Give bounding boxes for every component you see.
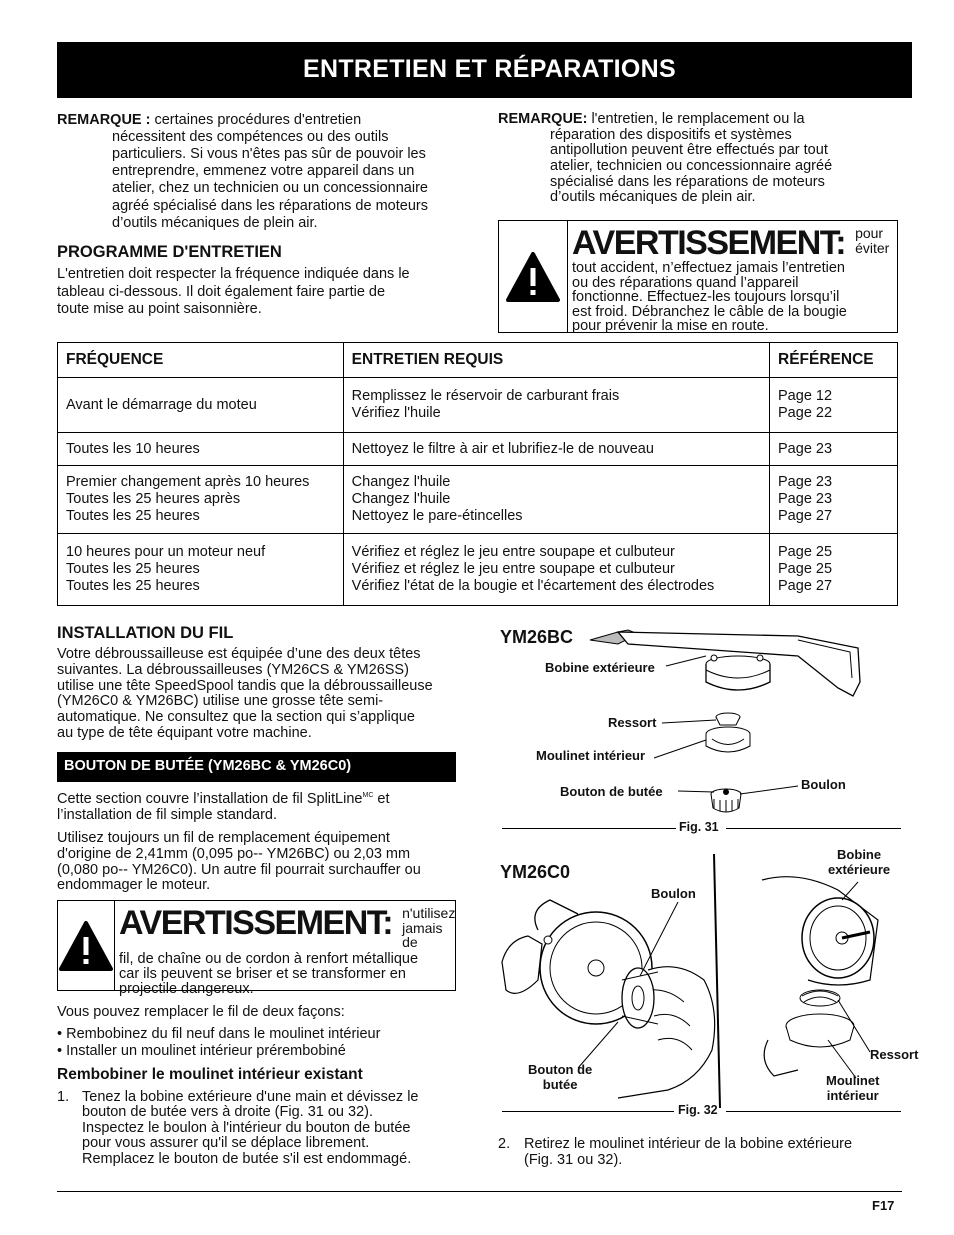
subsection-title: BOUTON DE BUTÉE (YM26BC & YM26C0)	[64, 758, 352, 775]
step-text	[524, 1137, 852, 1168]
caption-rule	[502, 828, 676, 829]
cell-line: Page 27	[778, 577, 833, 594]
para-line: d'origine de 2,41mm (0,095 po-- YM26BC) ou 2,03 mm	[57, 845, 411, 862]
note-line: atelier, chez un technicien ou un concessionnaire	[112, 180, 428, 197]
para-line: endommager le moteur.	[57, 877, 211, 894]
label-spring: Ressort	[608, 715, 657, 730]
step-number: 2.	[498, 1136, 511, 1152]
install-line: suivantes. La débroussailleuses (YM26CS & YM26SS)	[57, 662, 409, 679]
figure-31	[498, 622, 903, 837]
table-row	[58, 534, 898, 606]
table-cell-freq	[58, 378, 344, 433]
note-line: entreprendre, emmenez votre appareil dans un	[112, 163, 415, 180]
figure-caption: Fig. 31	[679, 820, 719, 834]
cell-line: Vérifiez et réglez le jeu entre soupape et culbuteur	[351, 544, 675, 561]
schedule-line: tableau ci-dessous. Il doit également faire partie de	[57, 283, 386, 300]
step-line: (Fig. 31 ou 32).	[524, 1151, 623, 1168]
table-cell-task	[343, 466, 769, 534]
table-row	[58, 466, 898, 534]
footer-rule	[57, 1191, 902, 1192]
warning-icon	[58, 901, 115, 990]
section-banner	[57, 42, 912, 98]
figure-caption: Fig. 32	[678, 1103, 718, 1117]
warning-aside	[402, 906, 455, 950]
note-lines	[498, 128, 903, 206]
cell-line: Page 23	[778, 474, 833, 491]
figure-model-label: YM26C0	[500, 862, 571, 882]
cell-line: Toutes les 25 heures après	[66, 491, 241, 508]
install-line: au type de tête équipant votre machine.	[57, 724, 312, 741]
install-heading: INSTALLATION DU FIL	[57, 624, 234, 642]
para-text: Cette section couvre l’installation de fil SplitLine	[57, 791, 363, 807]
cell-line: Avant le démarrage du moteu	[66, 396, 257, 413]
cell-line: Nettoyez le pare-étincelles	[351, 507, 523, 524]
install-line: (YM26C0 & YM26BC) utilise une grosse tête semi-	[57, 693, 384, 710]
para-block	[57, 831, 462, 894]
step-line: Retirez le moulinet intérieur de la bobine extérieure	[524, 1136, 853, 1152]
table-header: ENTRETIEN REQUIS	[343, 343, 769, 378]
cell-line: Changez l'huile	[351, 474, 451, 491]
cell-line: Nettoyez le filtre à air et lubrifiez-le de nouveau	[351, 440, 654, 457]
label-line: intérieur	[826, 1087, 879, 1103]
trademark: MC	[362, 792, 374, 800]
step-2	[498, 1137, 903, 1168]
note-left	[57, 112, 457, 232]
cell-line: Page 25	[778, 544, 833, 561]
table-cell-ref	[770, 466, 898, 534]
note-line: d’outils mécaniques de plein air.	[550, 189, 756, 206]
warning-line: ou des réparations quand l’appareil	[572, 274, 799, 291]
table-header-row	[58, 343, 898, 378]
page-number: F17	[872, 1198, 895, 1213]
maintenance-table	[57, 342, 898, 606]
warning-box	[57, 900, 456, 997]
caption-rule	[502, 1111, 674, 1112]
note-text: l'entretien, le remplacement ou la	[591, 111, 805, 127]
table-header: FRÉQUENCE	[58, 343, 344, 378]
warning-icon	[499, 221, 568, 332]
bullet-list	[57, 1026, 462, 1060]
install-section	[57, 624, 462, 741]
install-line: Votre débroussailleuse est équipée d’une des deux têtes	[57, 646, 421, 663]
warning-aside	[855, 226, 889, 255]
step-line: Remplacez le bouton de butée s'il est endommagé.	[82, 1150, 412, 1167]
schedule-section	[57, 243, 457, 318]
table-cell-freq	[58, 466, 344, 534]
warning-text	[119, 952, 455, 997]
warning-aside-line: jamais de	[402, 919, 443, 951]
note-line: réparation des dispositifs et systèmes	[550, 126, 792, 143]
cell-line: Premier changement après 10 heures	[66, 474, 310, 491]
note-line: agréé spécialisé dans les réparations de moteurs	[112, 197, 428, 214]
note-right	[498, 112, 903, 206]
step-line: Inspectez le boulon à l'intérieur du bouton de butée	[82, 1119, 411, 1136]
cell-line: Page 22	[778, 405, 833, 421]
install-line: utilise une tête SpeedSpool tandis que la débroussailleuse	[57, 677, 433, 694]
note-line: spécialisé dans les réparations de moteurs	[550, 173, 825, 190]
label-inner-reel	[826, 1074, 879, 1104]
replace-heading: Rembobiner le moulinet intérieur existant	[57, 1066, 363, 1084]
label-line: extérieure	[828, 861, 891, 877]
table-cell-ref	[770, 534, 898, 606]
cell-line: Vérifiez l'état de la bougie et l'écartement des électrodes	[351, 577, 715, 594]
table-row	[58, 378, 898, 433]
warning-aside-line: n'utilisez	[402, 905, 456, 921]
install-text	[57, 647, 462, 741]
step-line: Tenez la bobine extérieure d'une main et dévissez le	[82, 1088, 419, 1105]
label-outer-spool	[828, 848, 890, 878]
cell-line: Remplissez le réservoir de carburant frais	[351, 388, 620, 405]
table-row	[58, 433, 898, 466]
warning-line: fonctionne. Effectuez-les toujours lorsqu’il	[572, 289, 840, 305]
cell-line: Changez l'huile	[351, 491, 451, 508]
step-text	[82, 1090, 418, 1168]
label-bump-knob	[528, 1063, 592, 1093]
table-cell-ref	[770, 433, 898, 466]
bullet-line: • Rembobinez du fil neuf dans le moulinet intérieur	[57, 1026, 381, 1043]
cell-line: Page 23	[778, 440, 833, 457]
bullet-line: • Installer un moulinet intérieur prérembobiné	[57, 1043, 346, 1060]
cell-line: 10 heures pour un moteur neuf	[66, 544, 266, 561]
step-number: 1.	[57, 1088, 70, 1105]
warning-line: tout accident, n’effectuez jamais l’entretien	[572, 260, 845, 276]
step-line: bouton de butée vers à droite (Fig. 31 ou 32).	[82, 1104, 373, 1121]
warning-text	[572, 261, 893, 334]
cell-line: Toutes les 25 heures	[66, 561, 200, 578]
caption-rule	[726, 1111, 901, 1112]
figure-model-label: YM26BC	[500, 627, 574, 647]
para-text: l’installation de fil simple standard.	[57, 806, 278, 823]
warning-triangle-icon	[505, 251, 561, 303]
subsection-bar	[57, 752, 456, 782]
cell-line: Toutes les 25 heures	[66, 507, 200, 524]
table-header: RÉFÉRENCE	[770, 343, 898, 378]
warning-box	[498, 220, 898, 333]
label-bolt: Boulon	[651, 886, 696, 901]
table-cell-ref	[770, 378, 898, 433]
label-bolt: Boulon	[801, 777, 846, 792]
note-line: atelier, technicien ou concessionnaire agréé	[550, 157, 833, 174]
warning-title: AVERTISSEMENT:	[572, 224, 846, 262]
note-line: d’outils mécaniques de plein air.	[112, 214, 318, 231]
step-line: pour vous assurer qu'il se déplace librement.	[82, 1135, 370, 1152]
note-line: particuliers. Si vous n'êtes pas sûr de pouvoir les	[112, 146, 426, 163]
install-line: automatique. Ne consultez que la section qui s’applique	[57, 709, 415, 726]
label-spring: Ressort	[870, 1047, 919, 1062]
warning-line: projectile dangereux.	[119, 980, 254, 997]
label-line: Bouton de	[528, 1062, 593, 1077]
note-label: REMARQUE :	[57, 112, 151, 128]
cell-line: Vérifiez et réglez le jeu entre soupape et culbuteur	[351, 561, 675, 578]
note-line: antipollution peuvent être effectués par tout	[550, 142, 828, 159]
label-bump-knob: Bouton de butée	[560, 784, 663, 799]
cell-line: Page 23	[778, 491, 833, 508]
schedule-heading: PROGRAMME D'ENTRETIEN	[57, 243, 282, 261]
cell-line: Page 12	[778, 388, 833, 405]
warning-aside-line: pour	[855, 225, 884, 241]
label-line: butée	[542, 1076, 578, 1092]
label-inner-reel: Moulinet intérieur	[536, 748, 646, 763]
warning-triangle-icon	[58, 920, 114, 972]
table-cell-task	[343, 378, 769, 433]
schedule-text	[57, 266, 457, 317]
warning-title: AVERTISSEMENT:	[119, 904, 393, 942]
table-cell-freq	[58, 534, 344, 606]
para-text: et	[373, 791, 390, 807]
cell-line: Vérifiez l'huile	[351, 405, 441, 421]
table-cell-task	[343, 433, 769, 466]
note-text: certaines procédures d'entretien	[154, 112, 362, 128]
schedule-line: toute mise au point saisonnière.	[57, 300, 262, 317]
warning-line: fil, de chaîne ou de cordon à renfort métallique	[119, 951, 419, 968]
table-cell-task	[343, 534, 769, 606]
table-cell-freq	[58, 433, 344, 466]
caption-rule	[726, 828, 901, 829]
section-title: ENTRETIEN ET RÉPARATIONS	[303, 55, 676, 84]
schedule-line: L'entretien doit respecter la fréquence indiquée dans le	[57, 266, 410, 283]
warning-line: pour prévenir la mise en route.	[572, 318, 769, 334]
note-line: nécessitent des compétences ou des outils	[112, 129, 389, 146]
replace-section	[57, 1004, 462, 1167]
cell-line: Page 27	[778, 507, 833, 524]
para-line: Utilisez toujours un fil de remplacement équipement	[57, 830, 390, 847]
label-line: Moulinet	[826, 1073, 880, 1088]
cell-line: Page 25	[778, 561, 833, 578]
label-outer-spool: Bobine extérieure	[545, 660, 655, 675]
note-label: REMARQUE:	[498, 111, 588, 127]
label-line: Bobine	[837, 847, 882, 862]
note-lines	[57, 129, 457, 232]
replace-intro: Vous pouvez remplacer le fil de deux façons:	[57, 1004, 345, 1020]
warning-line: car ils peuvent se briser et se transformer en	[119, 965, 406, 982]
figure-31-illustration	[498, 622, 903, 837]
cell-line: Toutes les 25 heures	[66, 577, 200, 594]
subsection-text	[57, 792, 462, 894]
warning-line: est froid. Débranchez le câble de la bougie	[572, 303, 847, 320]
cell-line: Toutes les 10 heures	[66, 440, 200, 457]
figure-32	[498, 840, 919, 1110]
warning-aside-line: éviter	[855, 239, 890, 256]
para-line: (0,080 po-- YM26C0). Un autre fil pourrait surchauffer ou	[57, 861, 421, 878]
